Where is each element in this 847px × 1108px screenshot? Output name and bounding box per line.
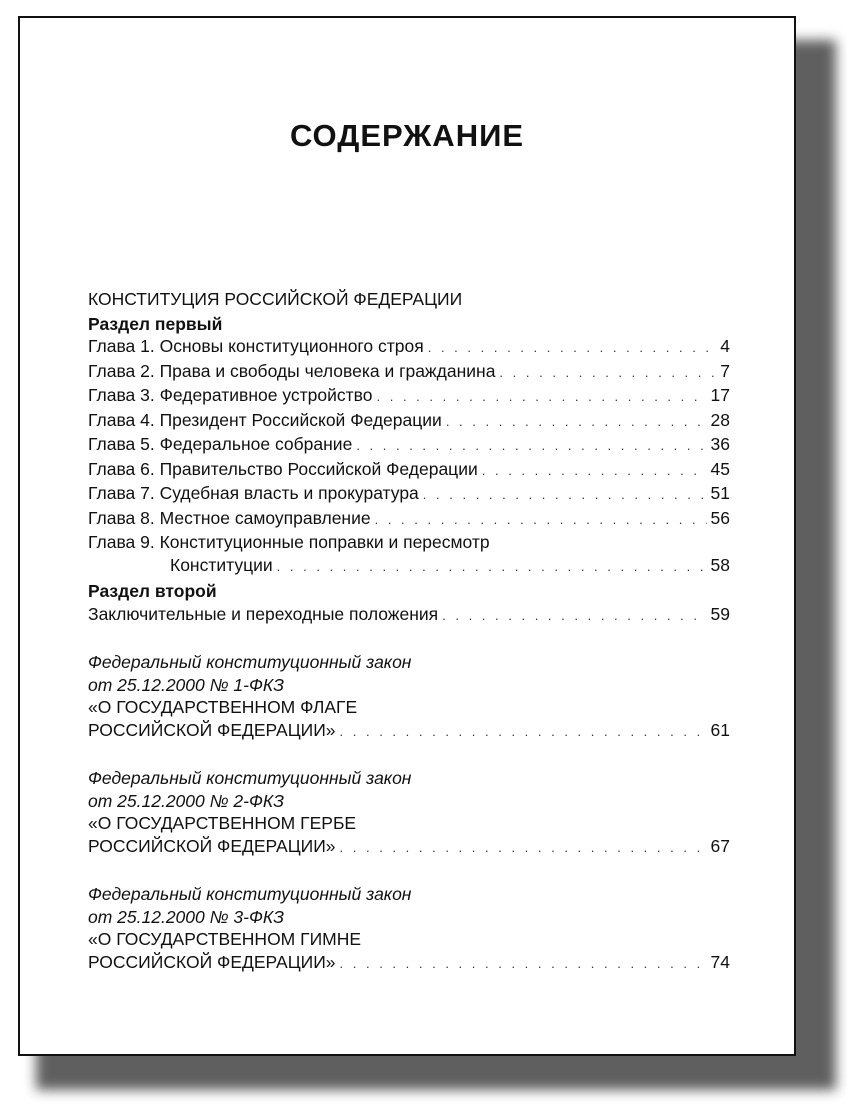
toc-leader-dots xyxy=(442,605,706,628)
toc-entry[interactable] xyxy=(88,335,730,360)
toc-entry[interactable] xyxy=(88,384,730,409)
toc-page-number: 36 xyxy=(710,434,730,454)
toc-page-number: 67 xyxy=(710,835,730,856)
toc-entry-text: Глава 5. Федеральное собрание xyxy=(88,434,353,454)
toc-entry-text: РОССИЙСКОЙ ФЕДЕРАЦИИ» xyxy=(88,719,336,740)
toc-page-number: 17 xyxy=(710,385,730,405)
constitution-heading: КОНСТИТУЦИЯ РОССИЙСКОЙ ФЕДЕРАЦИИ xyxy=(88,289,463,309)
law-date: от 25.12.2000 № 3-ФКЗ xyxy=(88,906,284,927)
toc-entry[interactable] xyxy=(88,433,730,458)
toc-entry-text: Глава 3. Федеративное устройство xyxy=(88,385,373,405)
toc-entry-text: Глава 8. Местное самоуправление xyxy=(88,507,371,528)
toc-page-number: 28 xyxy=(710,409,730,430)
toc-page-number: 74 xyxy=(710,951,730,972)
toc-page-number: 58 xyxy=(710,554,730,575)
toc-page-number: 61 xyxy=(710,719,730,740)
toc-entry[interactable] xyxy=(88,719,730,744)
law-title: «О ГОСУДАРСТВЕННОМ ГИМНЕ xyxy=(88,929,362,949)
toc-entry[interactable] xyxy=(88,603,730,628)
toc-entry-text: Глава 2. Права и свободы человека и гражданина xyxy=(88,360,496,381)
toc-entry-text: Заключительные и переходные положения xyxy=(88,603,439,624)
toc-entry[interactable] xyxy=(88,554,730,579)
toc-page-number: 7 xyxy=(720,360,730,381)
toc-entry[interactable] xyxy=(88,360,730,385)
toc-leader-dots xyxy=(375,509,707,532)
law-date: от 25.12.2000 № 1-ФКЗ xyxy=(88,674,284,695)
toc-entry-text: Глава 7. Судебная власть и прокуратура xyxy=(88,483,419,503)
law-title: «О ГОСУДАРСТВЕННОМ ФЛАГЕ xyxy=(88,697,358,717)
toc-leader-dots xyxy=(423,484,707,507)
toc-leader-dots xyxy=(499,362,716,385)
toc-leader-dots xyxy=(446,411,707,434)
page-title: СОДЕРЖАНИЕ xyxy=(289,118,525,153)
section-1-label: Раздел первый xyxy=(88,313,223,334)
toc-page-number: 4 xyxy=(720,336,730,356)
table-of-contents xyxy=(88,288,730,975)
toc-entry-text: Глава 4. Президент Российской Федерации xyxy=(88,409,442,430)
toc-leader-dots xyxy=(428,337,717,360)
law-type: Федеральный конституционный закон xyxy=(88,652,412,672)
toc-entry[interactable] xyxy=(88,409,730,434)
toc-leader-dots xyxy=(482,460,707,483)
toc-leader-dots xyxy=(340,837,707,860)
toc-page-number: 56 xyxy=(710,507,730,528)
toc-entry[interactable] xyxy=(88,507,730,532)
toc-leader-dots xyxy=(340,953,707,976)
toc-page-number: 51 xyxy=(710,483,730,503)
section-2-label: Раздел второй xyxy=(88,581,217,601)
toc-page-number: 59 xyxy=(710,603,730,624)
toc-entry[interactable] xyxy=(88,951,730,976)
toc-page-number: 45 xyxy=(710,458,730,479)
toc-leader-dots xyxy=(377,386,707,409)
toc-entry[interactable] xyxy=(88,835,730,860)
toc-entry-text: Конституции xyxy=(170,554,273,575)
toc-entry-text: РОССИЙСКОЙ ФЕДЕРАЦИИ» xyxy=(88,951,336,972)
law-type: Федеральный конституционный закон xyxy=(88,884,412,904)
toc-entry-text: Глава 9. Конституционные поправки и пересмотр xyxy=(88,532,490,552)
toc-entry[interactable] xyxy=(88,458,730,483)
toc-leader-dots xyxy=(356,435,706,458)
law-date: от 25.12.2000 № 2-ФКЗ xyxy=(88,790,284,811)
law-title: «О ГОСУДАРСТВЕННОМ ГЕРБЕ xyxy=(88,813,357,833)
document-page xyxy=(18,16,796,1056)
law-type: Федеральный конституционный закон xyxy=(88,768,412,788)
toc-entry-text: РОССИЙСКОЙ ФЕДЕРАЦИИ» xyxy=(88,835,336,856)
toc-entry[interactable] xyxy=(88,482,730,507)
toc-entry-text: Глава 1. Основы конституционного строя xyxy=(88,336,424,356)
toc-entry-text: Глава 6. Правительство Российской Федерации xyxy=(88,458,478,479)
toc-leader-dots xyxy=(340,721,707,744)
toc-leader-dots xyxy=(277,556,707,579)
